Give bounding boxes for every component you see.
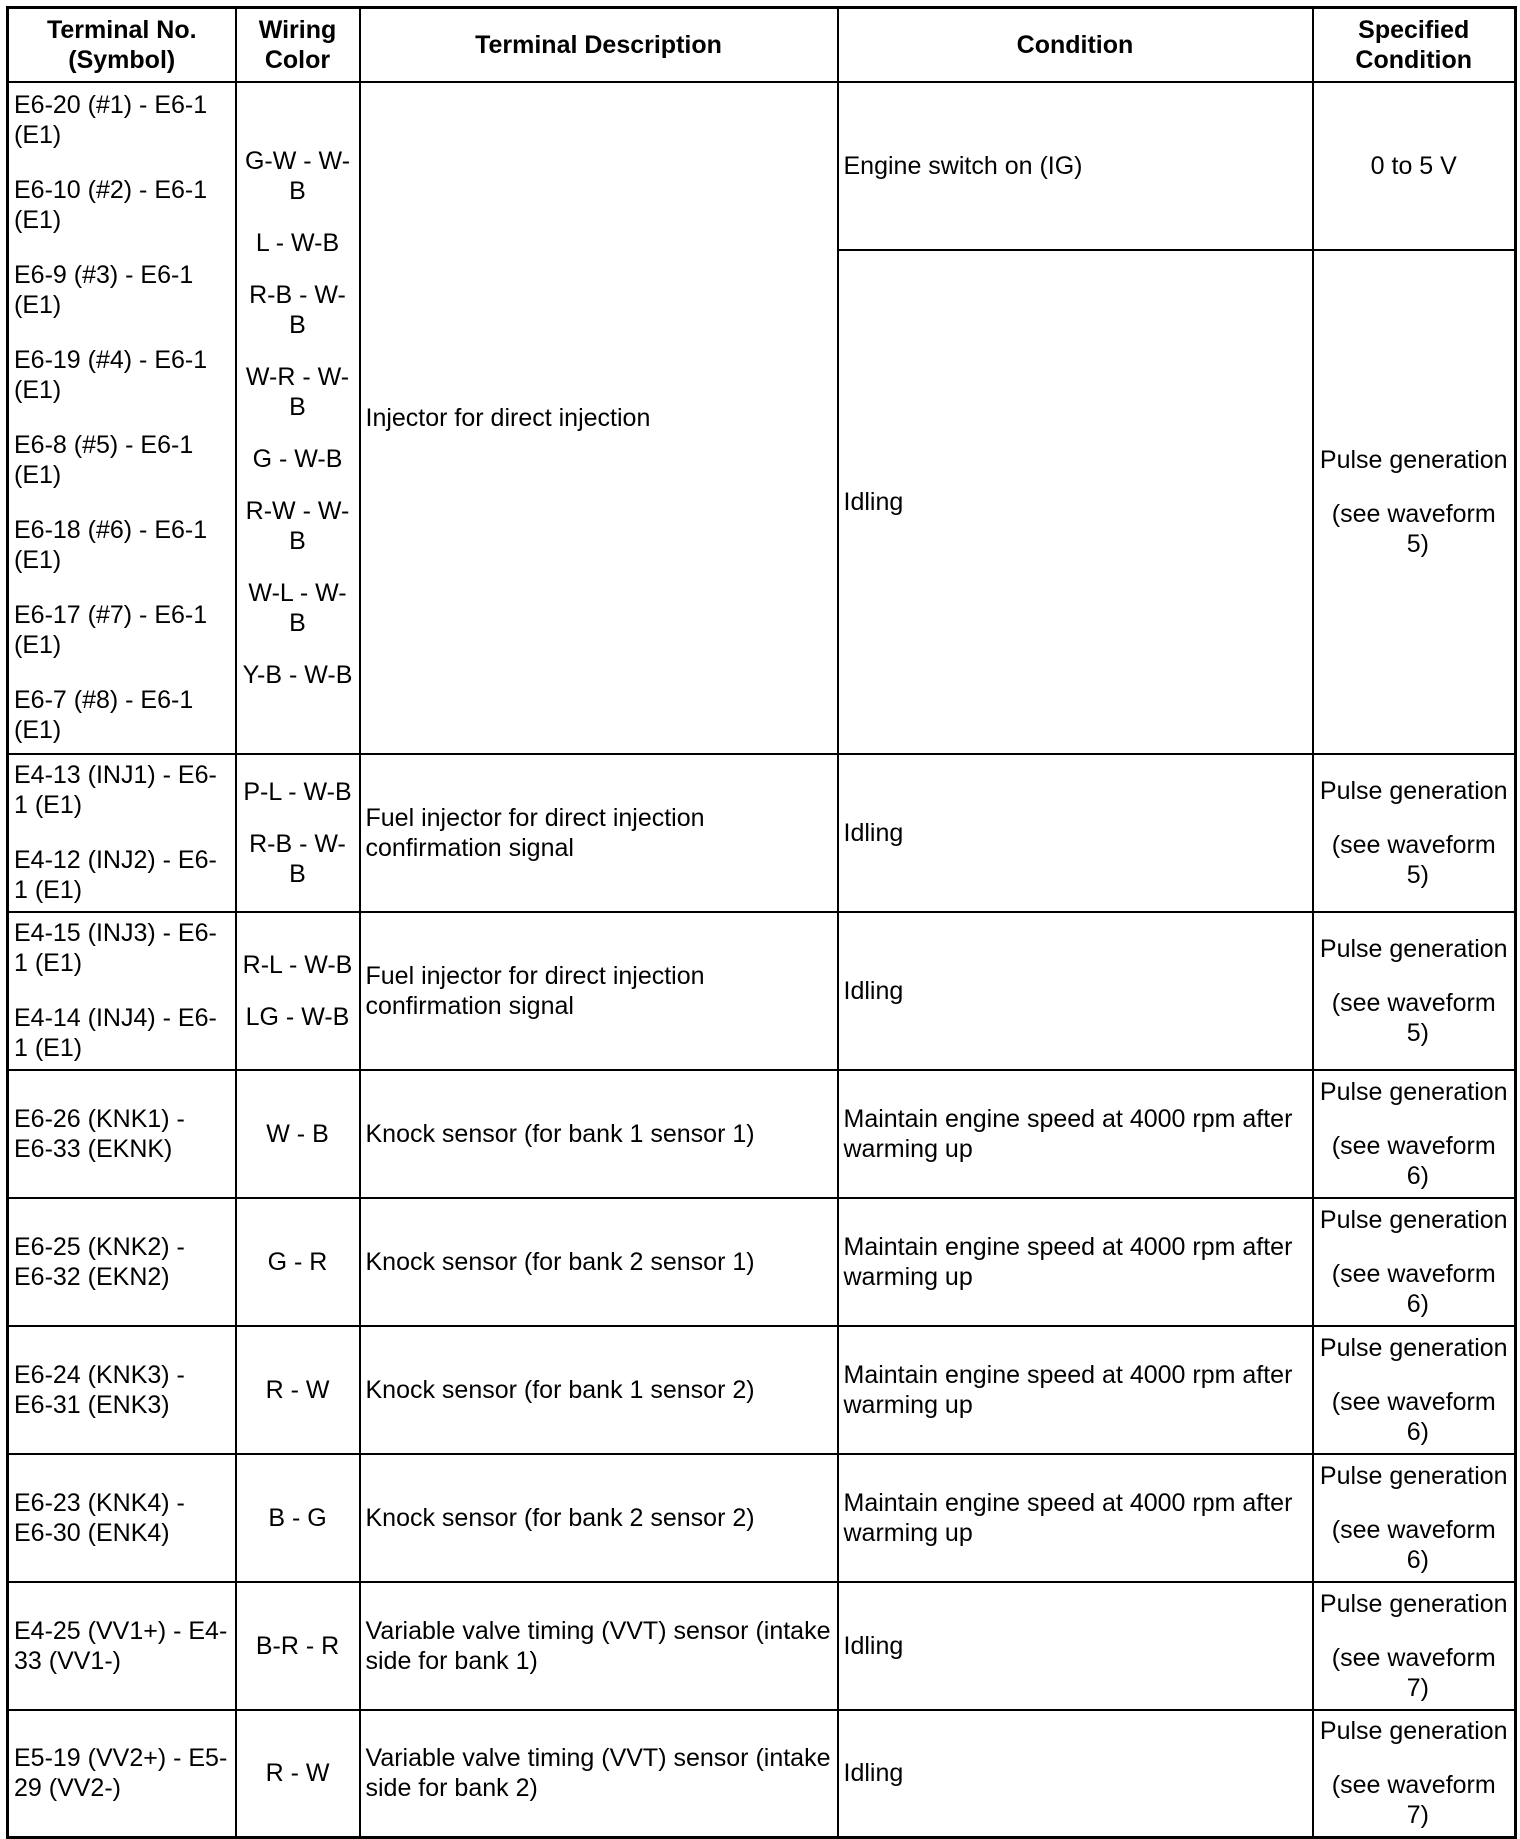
- condition-cell: Idling: [838, 250, 1313, 754]
- terminal-cell: E4-25 (VV1+) - E4-33 (VV1-): [8, 1582, 236, 1710]
- wiring-cell: P-L - W-B: [243, 777, 352, 806]
- specified-cell: [1313, 912, 1516, 1070]
- specified-cell: [1313, 1582, 1516, 1710]
- spec-line: (see waveform: [1331, 830, 1496, 859]
- condition-cell: Idling: [838, 1710, 1313, 1838]
- table-row: [8, 1710, 1516, 1838]
- spec-line: 6): [1406, 1545, 1429, 1574]
- wiring-cell: R-W - W-B: [245, 496, 350, 555]
- terminal-cell: E6-17 (#7) - E6-1 (E1): [14, 601, 208, 659]
- table-row: [8, 1198, 1516, 1326]
- specified-cell: [1313, 250, 1516, 754]
- spec-line: 6): [1406, 1289, 1429, 1318]
- group2-terminals: [8, 754, 236, 912]
- specified-cell: 0 to 5 V: [1313, 82, 1516, 250]
- wiring-cell: W - B: [236, 1070, 360, 1198]
- wiring-cell: B - G: [236, 1454, 360, 1582]
- spec-line: 7): [1406, 1673, 1429, 1702]
- spec-line: (see waveform: [1331, 1771, 1496, 1800]
- spec-line: Pulse generation: [1319, 1717, 1508, 1746]
- wiring-cell: G - W-B: [252, 444, 343, 473]
- spec-line: Pulse generation: [1319, 1461, 1508, 1490]
- terminal-cell: E6-24 (KNK3) - E6-31 (ENK3): [8, 1326, 236, 1454]
- wiring-cell: G - R: [236, 1198, 360, 1326]
- spec-line: 6): [1406, 1161, 1429, 1190]
- wiring-cell: LG - W-B: [245, 1002, 350, 1031]
- wiring-cell: W-L - W-B: [248, 578, 347, 637]
- terminal-cell: E4-13 (INJ1) - E6-1 (E1): [14, 761, 217, 819]
- spec-line: Pulse generation: [1319, 1205, 1508, 1234]
- spec-line: (see waveform: [1331, 1387, 1496, 1416]
- spec-line: (see waveform: [1331, 1131, 1496, 1160]
- terminal-cell: E5-19 (VV2+) - E5-29 (VV2-): [8, 1710, 236, 1838]
- group3-wiring: [236, 912, 360, 1070]
- group2-wiring: [236, 754, 360, 912]
- terminal-cell: E6-20 (#1) - E6-1 (E1): [14, 91, 208, 149]
- spec-line: Pulse generation: [1319, 445, 1508, 474]
- group1-wiring: [236, 82, 360, 754]
- specified-cell: [1313, 1198, 1516, 1326]
- table-row: [8, 754, 1516, 912]
- table-row: [8, 1070, 1516, 1198]
- description-cell: Variable valve timing (VVT) sensor (intake side for bank 2): [360, 1710, 838, 1838]
- description-cell: Fuel injector for direct injection confirmation signal: [360, 754, 838, 912]
- description-cell: Fuel injector for direct injection confirmation signal: [360, 912, 838, 1070]
- wiring-cell: R-B - W-B: [249, 829, 346, 888]
- terminal-cell: E6-23 (KNK4) - E6-30 (ENK4): [8, 1454, 236, 1582]
- header-condition: Condition: [838, 8, 1313, 82]
- specified-cell: [1313, 1070, 1516, 1198]
- table-row: [8, 1326, 1516, 1454]
- spec-line: Pulse generation: [1319, 934, 1508, 963]
- spec-line: 7): [1406, 1801, 1429, 1830]
- table-row: [8, 82, 1516, 250]
- terminal-cell: E6-8 (#5) - E6-1 (E1): [14, 431, 194, 489]
- terminal-spec-table: [6, 6, 1517, 1839]
- wiring-cell: B-R - R: [236, 1582, 360, 1710]
- description-cell: Knock sensor (for bank 1 sensor 2): [360, 1326, 838, 1454]
- spec-line: Pulse generation: [1319, 1589, 1508, 1618]
- spec-line: 5): [1406, 860, 1429, 889]
- table-row: [8, 912, 1516, 1070]
- spec-line: 6): [1406, 1417, 1429, 1446]
- description-cell: Knock sensor (for bank 2 sensor 2): [360, 1454, 838, 1582]
- wiring-cell: R - W: [236, 1326, 360, 1454]
- specified-cell: [1313, 1454, 1516, 1582]
- header-description: Terminal Description: [360, 8, 838, 82]
- group3-terminals: [8, 912, 236, 1070]
- header-terminal: Terminal No. (Symbol): [8, 8, 236, 82]
- description-cell: Injector for direct injection: [360, 82, 838, 754]
- header-specified: Specified Condition: [1313, 8, 1516, 82]
- terminal-cell: E4-15 (INJ3) - E6-1 (E1): [14, 919, 217, 977]
- terminal-cell: E6-26 (KNK1) - E6-33 (EKNK): [8, 1070, 236, 1198]
- condition-cell: Idling: [838, 754, 1313, 912]
- spec-line: 5): [1406, 1018, 1429, 1047]
- condition-cell: Maintain engine speed at 4000 rpm after warming up: [838, 1198, 1313, 1326]
- wiring-cell: G-W - W-B: [244, 146, 351, 205]
- wiring-cell: R - W: [236, 1710, 360, 1838]
- table-row: [8, 1582, 1516, 1710]
- spec-line: Pulse generation: [1319, 1333, 1508, 1362]
- wiring-cell: R-L - W-B: [242, 950, 353, 979]
- condition-cell: Idling: [838, 1582, 1313, 1710]
- description-cell: Variable valve timing (VVT) sensor (intake side for bank 1): [360, 1582, 838, 1710]
- specified-cell: [1313, 1710, 1516, 1838]
- spec-line: (see waveform: [1331, 988, 1496, 1017]
- condition-cell: Maintain engine speed at 4000 rpm after warming up: [838, 1070, 1313, 1198]
- terminal-cell: E6-7 (#8) - E6-1 (E1): [14, 686, 194, 744]
- condition-cell: Maintain engine speed at 4000 rpm after warming up: [838, 1326, 1313, 1454]
- condition-cell: Idling: [838, 912, 1313, 1070]
- description-cell: Knock sensor (for bank 2 sensor 1): [360, 1198, 838, 1326]
- wiring-cell: W-R - W-B: [245, 362, 350, 421]
- condition-cell: Maintain engine speed at 4000 rpm after warming up: [838, 1454, 1313, 1582]
- terminal-cell: E6-18 (#6) - E6-1 (E1): [14, 516, 208, 574]
- spec-line: 5): [1406, 529, 1429, 558]
- header-wiring: Wiring Color: [236, 8, 360, 82]
- terminal-cell: E6-19 (#4) - E6-1 (E1): [14, 346, 208, 404]
- wiring-cell: Y-B - W-B: [242, 660, 353, 689]
- terminal-cell: E4-14 (INJ4) - E6-1 (E1): [14, 1004, 217, 1062]
- terminal-cell: E6-10 (#2) - E6-1 (E1): [14, 176, 208, 234]
- table-row: [8, 1454, 1516, 1582]
- terminal-cell: E4-12 (INJ2) - E6-1 (E1): [14, 846, 217, 904]
- wiring-cell: L - W-B: [255, 228, 340, 257]
- description-cell: Knock sensor (for bank 1 sensor 1): [360, 1070, 838, 1198]
- spec-line: Pulse generation: [1319, 776, 1508, 805]
- spec-line: (see waveform: [1331, 1643, 1496, 1672]
- wiring-cell: R-B - W-B: [249, 280, 346, 339]
- group1-terminals: [8, 82, 236, 754]
- terminal-cell: E6-25 (KNK2) - E6-32 (EKN2): [8, 1198, 236, 1326]
- specified-cell: [1313, 1326, 1516, 1454]
- spec-line: (see waveform: [1331, 1515, 1496, 1544]
- spec-line: (see waveform: [1331, 1259, 1496, 1288]
- specified-cell: [1313, 754, 1516, 912]
- spec-line: (see waveform: [1331, 499, 1496, 528]
- header-row: [8, 8, 1516, 82]
- terminal-cell: E6-9 (#3) - E6-1 (E1): [14, 261, 194, 319]
- spec-line: Pulse generation: [1319, 1077, 1508, 1106]
- condition-cell: Engine switch on (IG): [838, 82, 1313, 250]
